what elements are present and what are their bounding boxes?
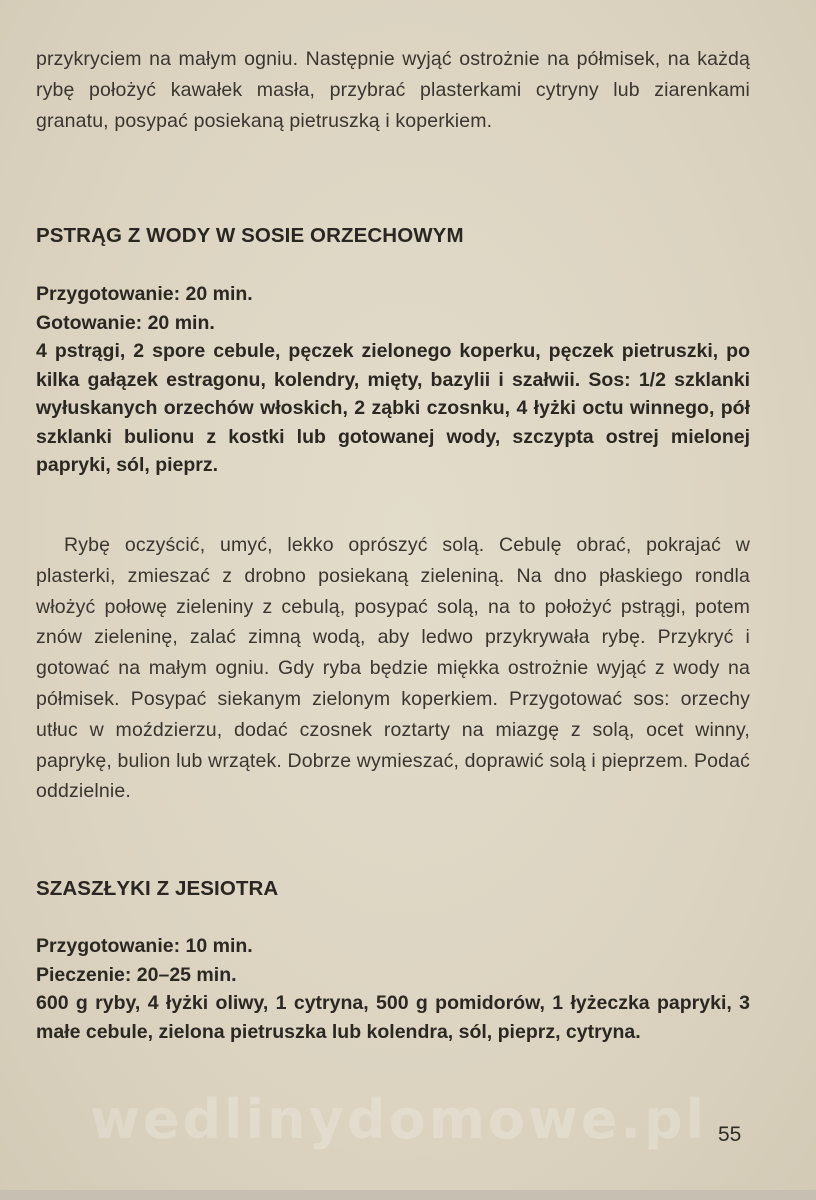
recipe-1-title: PSTRĄG Z WODY W SOSIE ORZECHOWYM (36, 224, 464, 247)
recipe-1-cook-time: Gotowanie: 20 min. (36, 311, 215, 334)
recipe-1-prep-time: Przygotowanie: 20 min. (36, 283, 253, 305)
recipe-1-details (36, 280, 750, 480)
recipe-2-title: SZASZŁYKI Z JESIOTRA (36, 877, 279, 900)
recipe-2-bake-time: Pieczenie: 20–25 min. (36, 963, 237, 986)
recipe-2-ingredients: 600 g ryby, 4 łyżki oliwy, 1 cytryna, 500 g pomidorów, 1 łyżeczka papryki, 3 małe cebule, zielona pietruszka lub kolendra, sól, pieprz, cytryna. (36, 992, 750, 1043)
recipe-2-prep-time: Przygotowanie: 10 min. (36, 935, 253, 957)
recipe-1-method (36, 530, 750, 807)
recipe-1-method-text: Rybę oczyścić, umyć, lekko oprószyć solą. Cebulę obrać, pokrajać w plasterki, zmieszać z drobno posiekaną zieleniną. Na dno płaskiego rondla włożyć połowę zieleniny z cebulą, posypać solą, na to położyć pstrągi, potem znów zieleninę, zalać zimną wodą, aby ledwo przykrywała rybę. Przykryć i gotować na małym ogniu. Gdy ryba będzie miękka ostrożnie wyjąć z wody na półmisek. Posypać siekanym zielonym koperkiem. Przygotować sos: orzechy utłuc w moździerzu, dodać czosnek roztarty na miazgę z solą, ocet winny, paprykę, bulion lub wrzątek. Dobrze wymieszać, doprawić solą i pieprzem. Podać oddzielnie. (36, 534, 751, 803)
page-bottom-edge (0, 1190, 816, 1200)
recipe-2-details (36, 932, 750, 1046)
site-watermark: wedlinydomowe.pl (90, 1088, 708, 1151)
recipe-1-ingredients: 4 pstrągi, 2 spore cebule, pęczek zielonego koperku, pęczek pietruszki, po kilka gałązek estragonu, kolendry, mięty, bazylii i szałwii. Sos: 1/2 szklanki wyłuskanych orzechów włoskich, 2 ząbki czosnku, 4 łyżki octu winnego, pół szklanki bulionu z kostki lub gotowanej wody, szczypta ostrej mielonej papryki, sól, pieprz. (36, 340, 750, 476)
continued-paragraph-text: przykryciem na małym ogniu. Następnie wyjąć ostrożnie na półmisek, na każdą rybę położyć kawałek masła, przybrać plasterkami cytryny lub ziarenkami granatu, posypać posiekaną pietruszką i koperkiem. (36, 48, 750, 132)
page-number: 55 (718, 1123, 742, 1146)
continued-paragraph (36, 44, 750, 136)
